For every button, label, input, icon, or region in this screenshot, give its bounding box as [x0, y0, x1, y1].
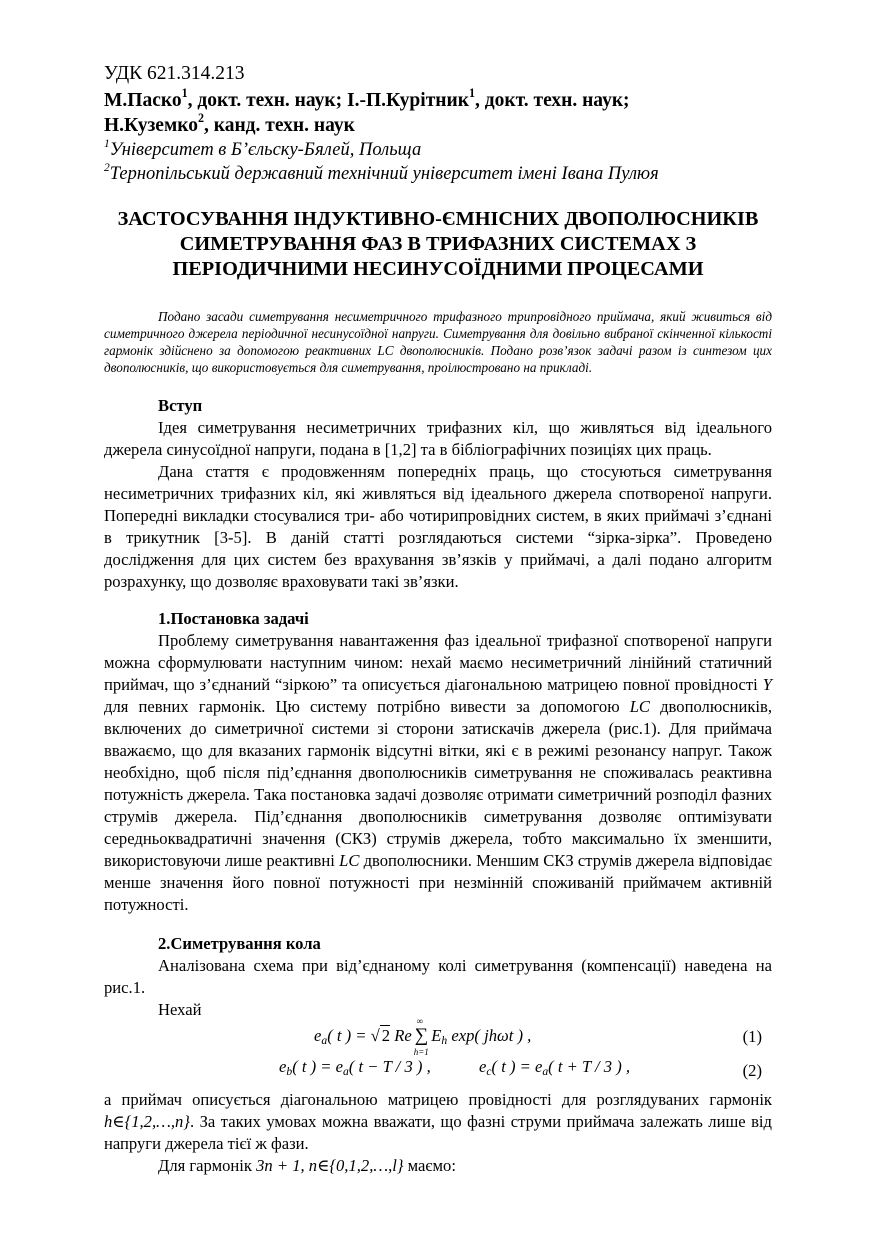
author-name: М.Паско: [104, 90, 182, 111]
author-affiliation-mark: 1: [181, 86, 188, 101]
paragraph: Дана стаття є продовженням попередніх праць, що стосуються симетрування несиметричних трифазних кіл, які живляться від ідеального джерела спотвореної напруги. Попередні викладки стосувалися три- або чотирипровідних систем, в яких приймачі з’єднані в трикутник [3-5]. В даній статті розглядаються системи “зірка-зірка”. Проведено дослідження для цих систем без врахування зв’язків у приймачі, а далі подано алгоритм розрахунку, що дозволяє враховувати такі зв’язки.: [104, 462, 772, 591]
author-affiliation-mark: 2: [197, 111, 204, 126]
abstract: Подано засади симетрування несиметричного трифазного трипровідного приймача, який живиться від симетричного джерела періодичної несинусоїдної напруги. Симетрування для довільно вибраної скінченної кількості гармонік здійснено за допомогою реактивних LC двополюсників. Подано розв’язок задачі разом із синтезом цих двополюсників, що використовується для симетрування, проілюстровано на прикладі.: [104, 309, 772, 375]
affiliation-mark: 2: [104, 161, 110, 174]
math-symbol: Y: [762, 675, 772, 694]
text-run: . За таких умовах можна вважати, що фазні струми приймача залежать лише від напруги джерела тієї ж фази.: [104, 1112, 772, 1153]
title-line: ЗАСТОСУВАННЯ ІНДУКТИВНО-ЄМНІСНИХ ДВОПОЛЮСНИКІВ: [117, 208, 759, 230]
author-degree: , канд. техн. наук: [204, 115, 355, 136]
title-line: ПЕРІОДИЧНИМИ НЕСИНУСОЇДНИМИ ПРОЦЕСАМИ: [172, 258, 704, 280]
paragraph: Аналізована схема при від’єднаному колі симетрування (компенсації) наведена на рис.1.: [104, 956, 772, 997]
math-symbol: 3n + 1, n∈{0,1,2,…,l}: [256, 1156, 404, 1175]
author-affiliation-mark: 1: [468, 86, 476, 101]
author-name: І.-П.Курітник: [347, 90, 469, 111]
text-run: а приймач описується діагональною матрицею провідності для розглядуваних гармонік: [104, 1090, 772, 1109]
paragraph: Нехай: [158, 1000, 202, 1019]
equation-number: (1): [742, 1027, 762, 1046]
math-symbol: LC: [339, 851, 360, 870]
equation-1: [104, 1016, 772, 1057]
text-run: двополюсники. Меншим СКЗ струмів джерела відповідає менше значення його повної потужності при незмінній споживаній приймачем активній потужності.: [104, 851, 772, 914]
math-symbol: LC: [629, 697, 650, 716]
paper-title: [104, 207, 772, 282]
text-run: Для гармонік: [158, 1156, 257, 1175]
author-degree: , докт. техн. наук;: [475, 90, 630, 111]
equation-2: [104, 1055, 772, 1089]
affiliation-text: Тернопільський державний технічний університет імені Івана Пулюя: [109, 164, 659, 184]
text-run: для певних гармонік. Цю систему потрібно вивести за допомогою: [104, 697, 630, 716]
equation-number: (2): [742, 1061, 762, 1080]
paper-page: [104, 62, 772, 1177]
section-heading: 2.Симетрування кола: [158, 934, 321, 953]
affiliation-text: Університет в Б’єльску-Бялей, Польща: [109, 140, 422, 160]
udc-code: УДК 621.314.213: [104, 63, 245, 84]
affiliation: [104, 138, 772, 162]
paragraph: [104, 630, 772, 916]
paragraph: Ідея симетрування несиметричних трифазних кіл, що живляться від ідеального джерела синусоїдної напруги, подана в [1,2] та в бібліографічних позиціях цих праць.: [104, 418, 772, 459]
section-heading: Вступ: [158, 396, 203, 415]
text-run: маємо:: [403, 1156, 456, 1175]
affiliation-mark: 1: [104, 137, 110, 150]
equation-body: $e_b$( t ) = $e_a$( t − T / 3 ) ,: [279, 1057, 431, 1079]
text-run: Проблему симетрування навантаження фаз ідеальної трифазної спотвореної напруги можна сформулювати наступним чином: нехай маємо несиметричний лінійний статичний приймач, що з’єднаний “зіркою” та описується діагональною матрицею повної провідності: [104, 631, 772, 694]
author-name: Н.Куземко: [104, 115, 198, 136]
author-list: [104, 88, 772, 138]
section-heading: 1.Постановка задачі: [158, 609, 309, 628]
title-line: СИМЕТРУВАННЯ ФАЗ В ТРИФАЗНИХ СИСТЕМАХ З: [179, 233, 697, 255]
text-run: двополюсників, включених до симетричної системи зі сторони затискачів джерела (рис.1). Для приймача вважаємо, що для вказаних гармонік відсутні вітки, які є в режимі резонансу напруг. Також необхідно, щоб після під’єднання двополюсників симетрування не споживалась реактивна потужність джерела. Така постановка задачі дозволяє отримати симетричний розподіл фазних струмів джерела. Під’єднання двополюсників симетрування дозволяє оптимізувати середньоквадратичні значення (СКЗ) струмів джерела, тобто максимально їх зменшити, використовуючи лише реактивні: [104, 697, 772, 870]
affiliation: [104, 162, 772, 186]
math-symbol: h∈{1,2,…,n}: [104, 1112, 190, 1131]
paragraph: [104, 1089, 772, 1155]
equation-body: $e_a$( t ) = √ 2 Re ∑ ∞ h=1 $E_h$ exp( jhωt ) ,: [314, 1016, 532, 1057]
equation-body: $e_c$( t ) = $e_a$( t + T / 3 ) ,: [479, 1057, 631, 1079]
author-degree: , докт. техн. наук;: [187, 90, 348, 111]
paragraph: [104, 1155, 772, 1177]
